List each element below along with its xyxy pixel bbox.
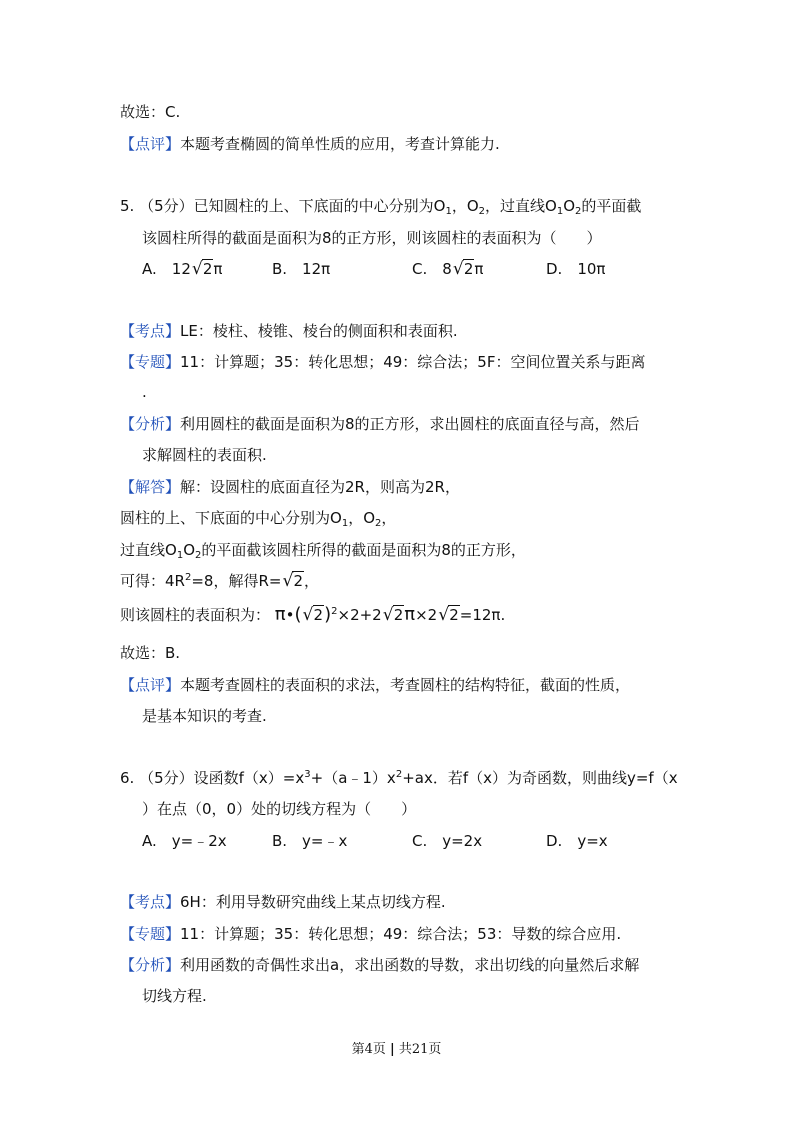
- sqrt-radical: √ 2: [302, 605, 324, 625]
- footer-separator: |: [390, 1042, 395, 1057]
- zhuanti-text: 11：计算题；35：转化思想；49：综合法；5F：空间位置关系与距离: [180, 353, 646, 371]
- radicand: 2: [293, 572, 303, 590]
- q5-comment: [120, 675, 630, 695]
- q5-option-b: B. 12π: [272, 260, 331, 278]
- radicand: 2: [449, 606, 459, 624]
- zhuanti-tag: 【专题】: [120, 353, 181, 371]
- radicand: 2: [393, 606, 404, 624]
- q6-option-a: A. y=﹣2x: [142, 832, 227, 850]
- prev-answer: 故选：C.: [120, 103, 181, 121]
- q5-stem-text: 的平面截: [581, 197, 642, 215]
- pi-symbol: π: [274, 604, 286, 625]
- q5-jieda: [120, 477, 460, 497]
- radicand: 2: [202, 260, 213, 278]
- q5-stem-text: 已知圆柱的上、下底面的中心分别为O: [193, 197, 446, 215]
- q5-kaodian: [120, 321, 458, 341]
- jieda-tag: 【解答】: [120, 478, 181, 496]
- fenxi-tag: 【分析】: [120, 415, 181, 433]
- comment-text: 本题考查圆柱的表面积的求法，考查圆柱的结构特征，截面的性质，: [180, 676, 631, 694]
- solution-text: ，O: [348, 509, 375, 527]
- q6-stem: [120, 768, 678, 788]
- q5-option-c: [412, 259, 483, 279]
- subscript: 2: [195, 550, 202, 561]
- q6-stem-text: +ax．若f（x）为奇函数，则曲线y=f（x: [402, 769, 678, 787]
- q5-stem-text: O: [563, 197, 576, 215]
- q5-solution-line2: [120, 508, 396, 528]
- q5-stem-text: ，O: [451, 197, 479, 215]
- q6-zhuanti: [120, 924, 621, 944]
- solution-text: 可得：4R: [120, 572, 185, 590]
- sqrt-radical: √ 2: [452, 259, 474, 279]
- pi-symbol: π: [404, 604, 416, 625]
- q6-stem-text: +（a﹣1）x: [310, 769, 396, 787]
- solution-text: 则该圆柱的表面积为：: [120, 606, 271, 624]
- q6-fenxi-line2: 切线方程.: [142, 987, 207, 1005]
- q5-solution-line4: [120, 571, 319, 591]
- q5-fenxi-line2: 求解圆柱的表面积.: [142, 446, 267, 464]
- solution-text: =12π.: [459, 606, 506, 624]
- q6-score: （5分）: [139, 769, 194, 787]
- solution-text: ×2: [415, 606, 438, 624]
- subscript: 1: [341, 518, 349, 529]
- kaodian-tag: 【考点】: [120, 893, 181, 911]
- prev-comment: [120, 134, 500, 154]
- radicand: 2: [463, 260, 474, 278]
- superscript: 2: [331, 606, 338, 617]
- q5-stem-line2: 该圆柱所得的截面是面积为8的正方形，则该圆柱的表面积为（ ）: [142, 229, 602, 247]
- solution-text: 2+2: [350, 606, 382, 624]
- option-label: A.: [142, 260, 157, 278]
- subscript: 1: [556, 206, 564, 217]
- sqrt-radical: √ 2: [191, 259, 213, 279]
- solution-text: ，: [304, 572, 320, 590]
- page-total: 共21页: [398, 1042, 442, 1057]
- times-operator: ×: [337, 606, 351, 624]
- q5-stem: [120, 196, 641, 216]
- subscript: 2: [375, 518, 382, 529]
- q5-zhuanti-cont: .: [142, 383, 147, 401]
- comment-tag: 【点评】: [120, 676, 181, 694]
- superscript: 2: [184, 572, 192, 583]
- open-paren: (: [294, 604, 302, 625]
- q5-fenxi: [120, 414, 640, 434]
- close-paren: ): [324, 604, 332, 625]
- q5-answer: 故选：B.: [120, 644, 181, 662]
- option-text: π: [474, 260, 484, 278]
- q5-zhuanti: [120, 352, 645, 372]
- subscript: 2: [478, 206, 486, 217]
- option-text: 12: [171, 260, 191, 278]
- q6-stem-text: 设函数f（x）=x: [193, 769, 305, 787]
- page-footer: [0, 1038, 793, 1057]
- q6-option-d: D. y=x: [546, 832, 608, 850]
- solution-text: ，: [381, 509, 397, 527]
- sqrt-radical: √ 2: [282, 571, 303, 591]
- option-text: π: [213, 260, 223, 278]
- q5-score: （5分）: [139, 197, 194, 215]
- option-text: 8: [442, 260, 452, 278]
- q6-option-c: C. y=2x: [412, 832, 483, 850]
- subscript: 1: [445, 206, 452, 217]
- zhuanti-text: 11：计算题；35：转化思想；49：综合法；53：导数的综合应用.: [180, 925, 622, 943]
- q6-stem-line2: ）在点（0，0）处的切线方程为（ ）: [142, 800, 417, 818]
- page-number: 第4页: [351, 1042, 386, 1057]
- solution-text: O: [183, 541, 195, 559]
- q5-solution-line5: [120, 605, 505, 625]
- subscript: 1: [176, 550, 184, 561]
- subscript: 2: [575, 206, 582, 217]
- solution-text: 的平面截该圆柱所得的截面是面积为8的正方形，: [201, 541, 526, 559]
- sqrt-radical: √ 2: [438, 605, 459, 625]
- q6-number: 6.: [120, 769, 135, 787]
- q5-option-d: D. 10π: [546, 260, 606, 278]
- q6-option-b: B. y=﹣x: [272, 832, 348, 850]
- kaodian-text: 6H：利用导数研究曲线上某点切线方程.: [180, 893, 446, 911]
- solution-text: 圆柱的上、下底面的中心分别为O: [120, 509, 342, 527]
- q5-option-a: [142, 259, 222, 279]
- superscript: 3: [304, 769, 311, 780]
- q5-number: 5.: [120, 197, 135, 215]
- q5-comment-line2: 是基本知识的考查.: [142, 707, 267, 725]
- kaodian-text: LE：棱柱、棱锥、棱台的侧面积和表面积.: [180, 322, 458, 340]
- jieda-text: 解：设圆柱的底面直径为2R，则高为2R，: [180, 478, 460, 496]
- solution-text: =8，解得R=: [191, 572, 282, 590]
- q6-fenxi: [120, 955, 639, 975]
- q6-kaodian: [120, 892, 446, 912]
- comment-text: 本题考查椭圆的简单性质的应用，考查计算能力.: [180, 135, 500, 153]
- option-label: C.: [412, 260, 428, 278]
- radicand: 2: [313, 606, 324, 624]
- zhuanti-tag: 【专题】: [120, 925, 181, 943]
- comment-tag: 【点评】: [120, 135, 181, 153]
- q5-solution-line3: [120, 540, 526, 560]
- fenxi-text: 利用函数的奇偶性求出a，求出函数的导数，求出切线的向量然后求解: [180, 956, 640, 974]
- fenxi-text: 利用圆柱的截面是面积为8的正方形，求出圆柱的底面直径与高，然后: [180, 415, 640, 433]
- dot-operator: •: [285, 606, 295, 624]
- kaodian-tag: 【考点】: [120, 322, 181, 340]
- q5-stem-text: ，过直线O: [485, 197, 557, 215]
- sqrt-radical: √ 2: [382, 605, 404, 625]
- solution-text: 过直线O: [120, 541, 177, 559]
- superscript: 2: [395, 769, 403, 780]
- fenxi-tag: 【分析】: [120, 956, 181, 974]
